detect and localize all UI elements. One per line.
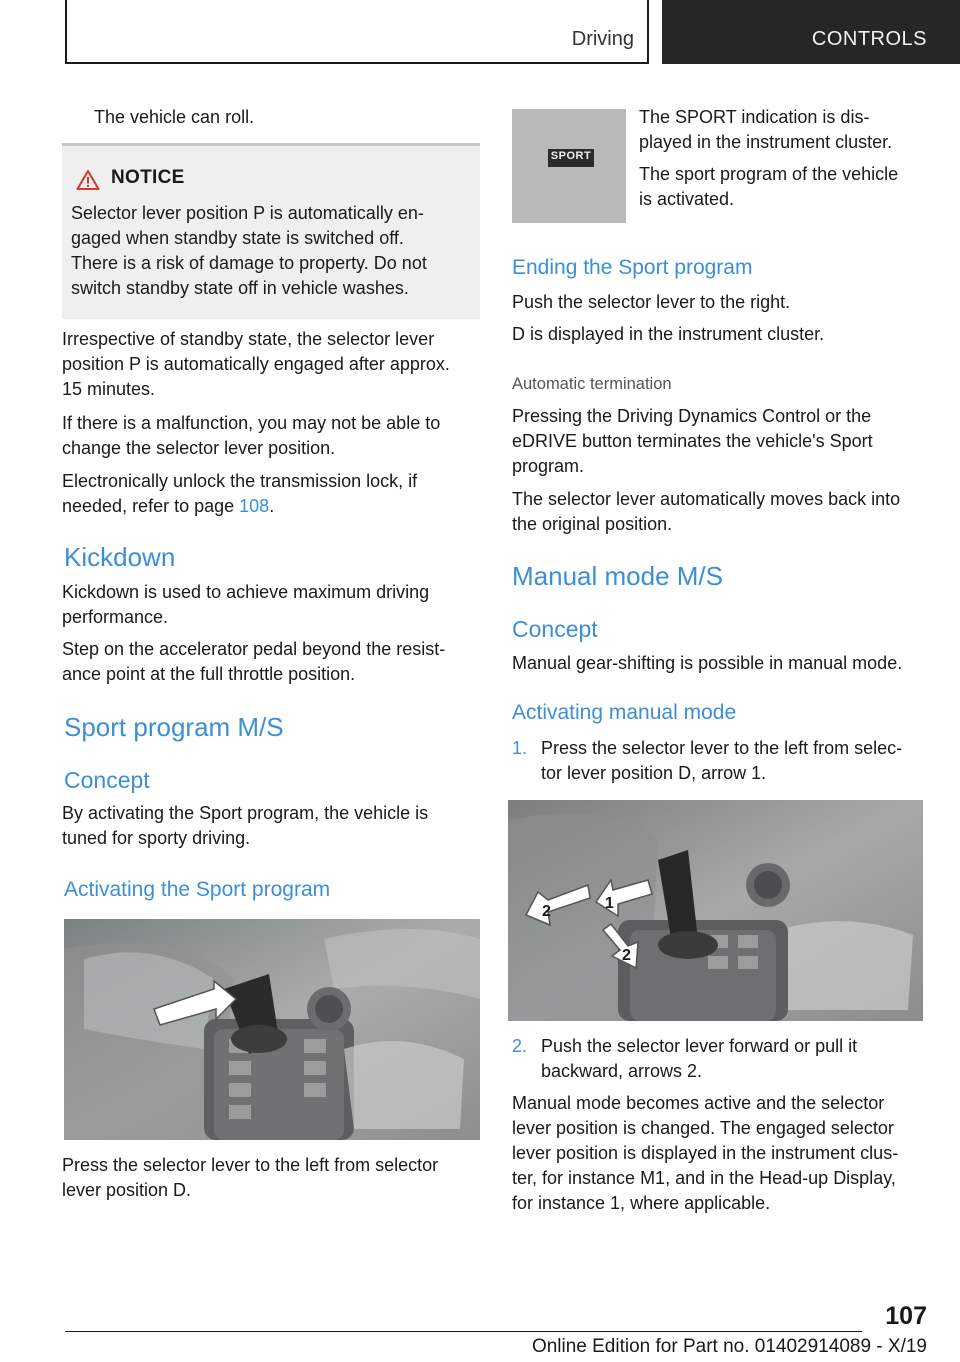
step-number: 2. — [512, 1036, 528, 1056]
notice-line: gaged when standby state is switched off. — [71, 228, 404, 248]
selector-lever-photo — [64, 919, 480, 1140]
para-auto-2 — [512, 487, 900, 537]
text-line: Kickdown is used to achieve maximum driving — [62, 582, 430, 602]
text-line: The selector lever automatically moves back into — [512, 489, 901, 509]
arrow-label: 1 — [605, 895, 614, 912]
text-line: Step on the accelerator pedal beyond the resist‐ — [62, 639, 446, 659]
arrow-label: 2 — [622, 947, 631, 964]
text-line: tor lever position D, arrow 1. — [541, 763, 767, 783]
text-line: The SPORT indication is dis‐ — [639, 107, 870, 127]
text-line: lever position D. — [62, 1180, 192, 1200]
ending-text-1: Push the selector lever to the right. — [512, 292, 791, 312]
para-sport-activated — [639, 162, 898, 212]
text-line: lever position is changed. The engaged selector — [512, 1118, 894, 1138]
text-line: ter, for instance M1, and in the Head-up Display, — [512, 1168, 896, 1188]
text-line: Irrespective of standby state, the selector lever — [62, 329, 435, 349]
heading-sport-program: Sport program M/S — [64, 712, 284, 742]
para-kickdown-2 — [62, 637, 445, 687]
warning-icon — [76, 169, 100, 196]
manual-mode-photo — [508, 800, 923, 1021]
page-number: 107 — [885, 1302, 927, 1330]
text-line: Push the selector lever forward or pull it — [541, 1036, 858, 1056]
text-line: tuned for sporty driving. — [62, 828, 251, 848]
para-standby — [62, 327, 450, 402]
text-line: position P is automatically engaged after approx. — [62, 354, 450, 374]
para-sport-indication — [639, 105, 892, 155]
header-rule-divider — [647, 0, 649, 64]
text-line: program. — [512, 456, 585, 476]
text-line: Manual mode becomes active and the selector — [512, 1093, 885, 1113]
notice-top-rule — [62, 143, 480, 146]
photo-caption — [62, 1153, 438, 1203]
edition-note: Online Edition for Part no. 01402914089 - X/19 — [531, 1336, 927, 1357]
heading-activating-manual: Activating manual mode — [512, 701, 737, 724]
header-rule-left — [65, 0, 67, 64]
intro-text: The vehicle can roll. — [94, 107, 255, 127]
footer-rule — [65, 1331, 862, 1332]
arrow-label: 2 — [542, 903, 551, 920]
text-line: Electronically unlock the transmission lock, if — [62, 471, 418, 491]
heading-concept-manual: Concept — [512, 616, 598, 642]
heading-kickdown: Kickdown — [64, 542, 176, 572]
text-line: ance point at the full throttle position. — [62, 664, 356, 684]
text-line: played in the instrument cluster. — [639, 132, 893, 152]
text-line: The sport program of the vehicle — [639, 164, 899, 184]
text-line: Press the selector lever to the left from selector — [62, 1155, 439, 1175]
para-auto-1 — [512, 404, 873, 479]
para-manual-final — [512, 1091, 898, 1216]
heading-ending-sport: Ending the Sport program — [512, 256, 753, 279]
text-line: for instance 1, where applicable. — [512, 1193, 771, 1213]
heading-concept: Concept — [64, 767, 150, 793]
text-line — [62, 494, 417, 519]
text-span: needed, refer to page — [62, 496, 240, 516]
sport-indicator-image — [512, 109, 626, 223]
para-concept — [62, 801, 428, 851]
heading-manual-mode: Manual mode M/S — [512, 561, 723, 591]
text-line: 15 minutes. — [62, 379, 156, 399]
text-line: Press the selector lever to the left from selec‐ — [541, 738, 903, 758]
text-line: By activating the Sport program, the vehicle is — [62, 803, 429, 823]
notice-line: There is a risk of damage to property. Do not — [71, 253, 427, 273]
sport-badge-text: SPORT — [550, 150, 592, 162]
para-kickdown-1 — [62, 580, 429, 630]
notice-line: switch standby state off in vehicle washes. — [71, 278, 409, 298]
text-line: backward, arrows 2. — [541, 1061, 703, 1081]
notice-line: Selector lever position P is automatically en‐ — [71, 203, 424, 223]
text-line: change the selector lever position. — [62, 438, 336, 458]
heading-automatic-termination: Automatic termination — [512, 375, 672, 393]
text-line: performance. — [62, 607, 169, 627]
heading-activating-sport: Activating the Sport program — [64, 878, 331, 901]
text-line: eDRIVE button terminates the vehicle's Sport — [512, 431, 873, 451]
para-malfunction — [62, 411, 440, 461]
text-span: . — [269, 496, 275, 516]
text-line: lever position is displayed in the instrument clus‐ — [512, 1143, 899, 1163]
step-number: 1. — [512, 738, 528, 758]
text-line: the original position. — [512, 514, 673, 534]
ending-text-2: D is displayed in the instrument cluster. — [512, 324, 825, 344]
concept-manual-text: Manual gear-shifting is possible in manual mode. — [512, 653, 903, 673]
step-1-text — [541, 736, 902, 786]
notice-title: NOTICE — [111, 167, 185, 188]
notice-box — [62, 143, 480, 319]
header-section-title: Driving — [571, 28, 634, 50]
header-rule-bottom — [65, 62, 648, 64]
text-line: is activated. — [639, 189, 735, 209]
step-2-text — [541, 1034, 857, 1084]
para-unlock — [62, 469, 417, 519]
header-chapter-label: CONTROLS — [811, 28, 927, 50]
text-line: Pressing the Driving Dynamics Control or the — [512, 406, 872, 426]
page-link[interactable]: 108 — [239, 496, 270, 516]
text-line: If there is a malfunction, you may not be able to — [62, 413, 441, 433]
